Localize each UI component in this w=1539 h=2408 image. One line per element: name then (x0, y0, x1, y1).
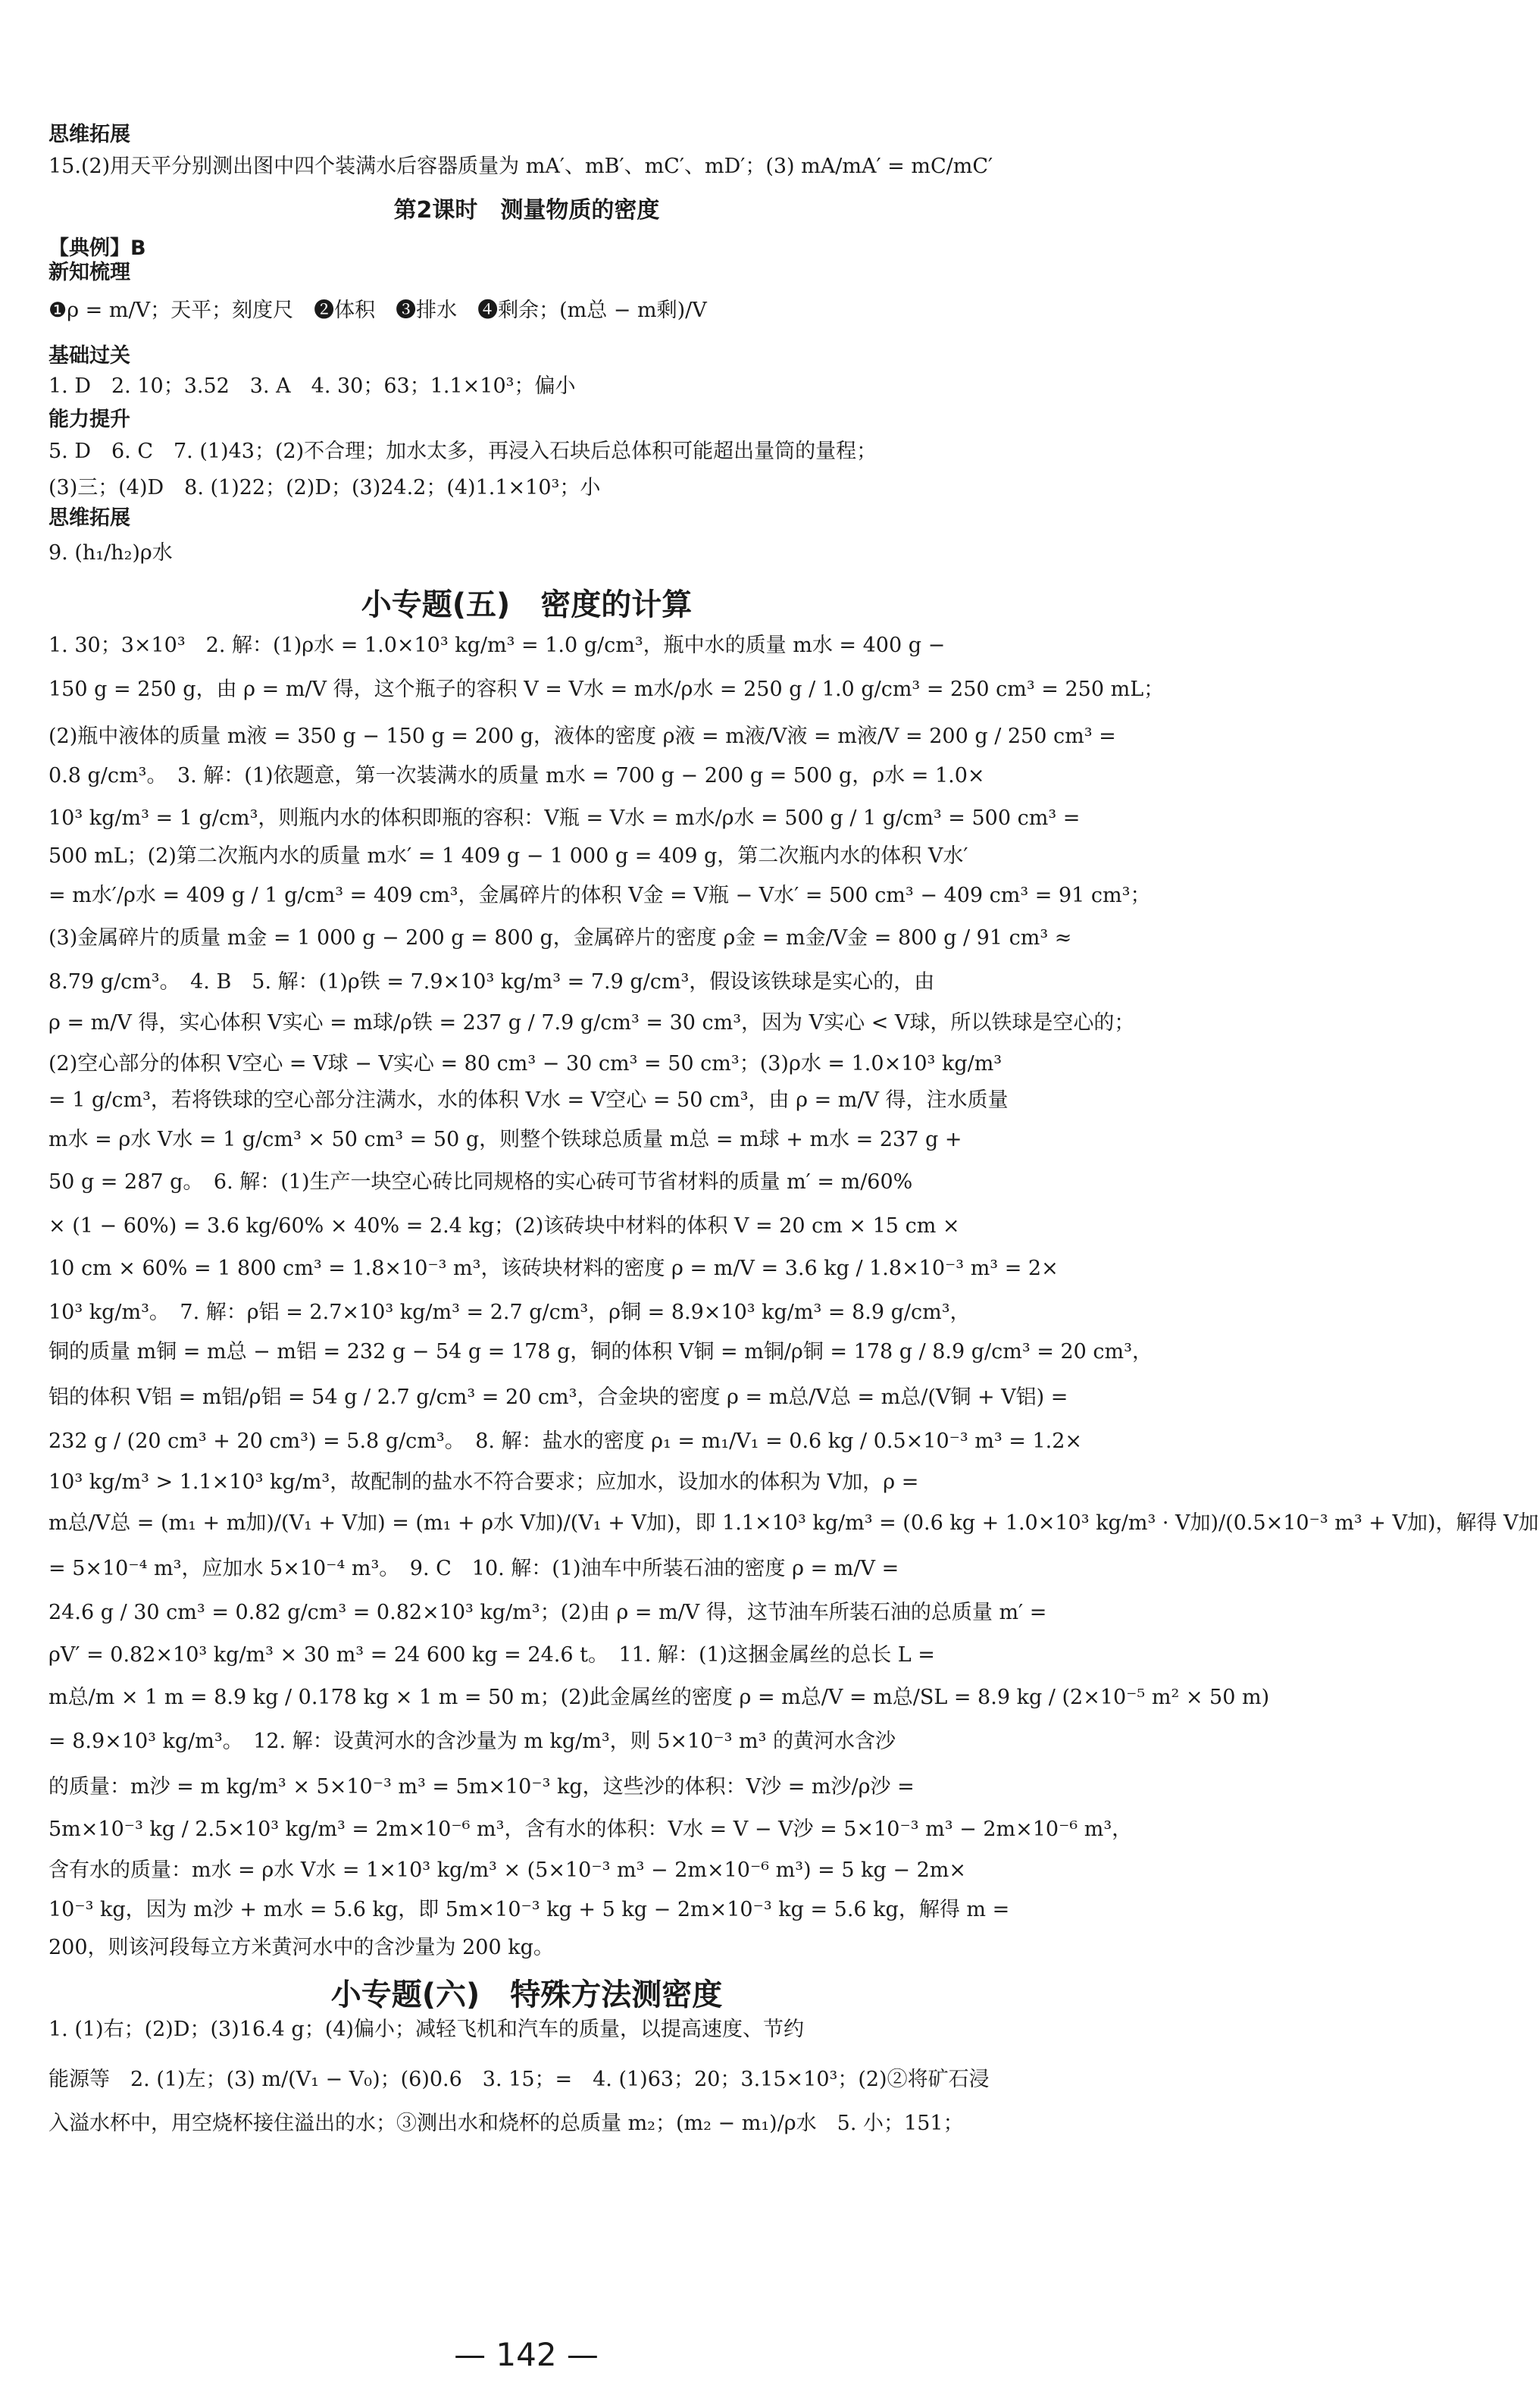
answer-line: 50 g = 287 g。 6. 解：(1)生产一块空心砖比同规格的实心砖可节省材料的质量 m′ = m/60% (48, 1170, 913, 1194)
answer-line: 1. 30；3×10³ 2. 解：(1)ρ水 = 1.0×10³ kg/m³ = 1.0 g/cm³，瓶中水的质量 m水 = 400 g − (48, 634, 946, 657)
subsection-label: 【典例】B (48, 236, 146, 260)
subsection-label: 思维拓展 (48, 506, 130, 530)
answer-line: 10⁻³ kg，因为 m沙 + m水 = 5.6 kg，即 5m×10⁻³ kg + 5 kg − 2m×10⁻³ kg = 5.6 kg，解得 m = (48, 1898, 1010, 1921)
answer-line: 232 g / (20 cm³ + 20 cm³) = 5.8 g/cm³。 8. 解：盐水的密度 ρ₁ = m₁/V₁ = 0.6 kg / 0.5×10⁻³ m³ = 1.2× (48, 1429, 1083, 1453)
answer-line: 10³ kg/m³。 7. 解：ρ铝 = 2.7×10³ kg/m³ = 2.7 g/cm³，ρ铜 = 8.9×10³ kg/m³ = 8.9 g/cm³， (48, 1301, 971, 1324)
answer-line: 5. D 6. C 7. (1)43；(2)不合理；加水太多，再浸入石块后总体积可能超出量筒的量程； (48, 440, 877, 463)
answer-line: (2)瓶中液体的质量 m液 = 350 g − 150 g = 200 g，液体的密度 ρ液 = m液/V液 = m液/V = 200 g / 250 cm³ = (48, 725, 1116, 748)
answer-line: = m水′/ρ水 = 409 g / 1 g/cm³ = 409 cm³，金属碎片的体积 V金 = V瓶 − V水′ = 500 cm³ − 409 cm³ = 91 cm³； (48, 884, 1151, 907)
answer-line: 9. (h₁/h₂)ρ水 (48, 541, 173, 565)
answer-line: 10³ kg/m³ > 1.1×10³ kg/m³，故配制的盐水不符合要求；应加水，设加水的体积为 V加，ρ = (48, 1470, 919, 1494)
answer-line: 铜的质量 m铜 = m总 − m铝 = 232 g − 54 g = 178 g，铜的体积 V铜 = m铜/ρ铜 = 178 g / 8.9 g/cm³ = 20 cm³， (48, 1340, 1153, 1364)
section-heading: 小专题(六) 特殊方法测密度 (330, 1977, 723, 2012)
answer-line: 0.8 g/cm³。 3. 解：(1)依题意，第一次装满水的质量 m水 = 700 g − 200 g = 500 g，ρ水 = 1.0× (48, 764, 985, 788)
answer-line: = 1 g/cm³，若将铁球的空心部分注满水，水的体积 V水 = V空心 = 50 cm³，由 ρ = m/V 得，注水质量 (48, 1088, 1009, 1112)
answer-line: 150 g = 250 g，由 ρ = m/V 得，这个瓶子的容积 V = V水 = m水/ρ水 = 250 g / 1.0 g/cm³ = 250 cm³ = 250 mL； (48, 678, 1165, 701)
answer-line: × (1 − 60%) = 3.6 kg/60% × 40% = 2.4 kg；(2)该砖块中材料的体积 V = 20 cm × 15 cm × (48, 1214, 960, 1238)
answer-line: 10³ kg/m³ = 1 g/cm³，则瓶内水的体积即瓶的容积：V瓶 = V水 = m水/ρ水 = 500 g / 1 g/cm³ = 500 cm³ = (48, 806, 1081, 830)
answer-line: 15.(2)用天平分别测出图中四个装满水后容器质量为 mA′、mB′、mC′、mD′；(3) mA/mA′ = mC/mC′ (48, 155, 993, 178)
answer-line: ❶ρ = m/V；天平；刻度尺 ❷体积 ❸排水 ❹剩余；(m总 − m剩)/V (48, 299, 707, 322)
subsection-label: 思维拓展 (48, 123, 130, 146)
page-number: — 142 — (454, 2336, 599, 2373)
answer-line: ρV′ = 0.82×10³ kg/m³ × 30 m³ = 24 600 kg = 24.6 t。 11. 解：(1)这捆金属丝的总长 L = (48, 1643, 935, 1667)
answer-line: (2)空心部分的体积 V空心 = V球 − V实心 = 80 cm³ − 30 cm³ = 50 cm³；(3)ρ水 = 1.0×10³ kg/m³ (48, 1052, 1003, 1076)
section-heading: 第2课时 测量物质的密度 (393, 197, 660, 224)
section-heading: 小专题(五) 密度的计算 (361, 587, 693, 622)
answer-line: 200，则该河段每立方米黄河水中的含沙量为 200 kg。 (48, 1936, 554, 1959)
answer-line: 500 mL；(2)第二次瓶内水的质量 m水′ = 1 409 g − 1 000 g = 409 g，第二次瓶内水的体积 V水′ (48, 844, 968, 868)
subsection-label: 基础过关 (48, 344, 130, 368)
answer-line: (3)三；(4)D 8. (1)22；(2)D；(3)24.2；(4)1.1×10³；小 (48, 476, 601, 499)
subsection-label: 能力提升 (48, 408, 130, 431)
answer-line: 铝的体积 V铝 = m铝/ρ铝 = 54 g / 2.7 g/cm³ = 20 cm³，合金块的密度 ρ = m总/V总 = m总/(V铜 + V铝) = (48, 1386, 1068, 1409)
answer-line: 的质量：m沙 = m kg/m³ × 5×10⁻³ m³ = 5m×10⁻³ kg，这些沙的体积：V沙 = m沙/ρ沙 = (48, 1775, 915, 1799)
answer-line: m总/V总 = (m₁ + m加)/(V₁ + V加) = (m₁ + ρ水 V加)/(V₁ + V加)，即 1.1×10³ kg/m³ = (0.6 kg + 1.0×10³ kg/m³ · V加)/(0.5×10⁻³ m³ + V加)，解得 V加 (48, 1511, 1539, 1535)
answer-line: = 5×10⁻⁴ m³，应加水 5×10⁻⁴ m³。 9. C 10. 解：(1)油车中所装石油的密度 ρ = m/V = (48, 1557, 899, 1580)
answer-line: 能源等 2. (1)左；(3) m/(V₁ − V₀)；(6)0.6 3. 15；= 4. (1)63；20；3.15×10³；(2)②将矿石浸 (48, 2068, 990, 2091)
answer-line: ρ = m/V 得，实心体积 V实心 = m球/ρ铁 = 237 g / 7.9 g/cm³ = 30 cm³，因为 V实心 < V球，所以铁球是空心的； (48, 1011, 1135, 1035)
answer-line: 含有水的质量：m水 = ρ水 V水 = 1×10³ kg/m³ × (5×10⁻³ m³ − 2m×10⁻⁶ m³) = 5 kg − 2m× (48, 1858, 966, 1882)
answer-line: 8.79 g/cm³。 4. B 5. 解：(1)ρ铁 = 7.9×10³ kg/m³ = 7.9 g/cm³，假设该铁球是实心的，由 (48, 970, 935, 994)
answer-line: (3)金属碎片的质量 m金 = 1 000 g − 200 g = 800 g，金属碎片的密度 ρ金 = m金/V金 = 800 g / 91 cm³ ≈ (48, 926, 1072, 950)
answer-line: m总/m × 1 m = 8.9 kg / 0.178 kg × 1 m = 50 m；(2)此金属丝的密度 ρ = m总/V = m总/SL = 8.9 kg / (2×10⁻⁵ m² × 50 m) (48, 1686, 1270, 1709)
answer-line: 入溢水杯中，用空烧杯接住溢出的水；③测出水和烧杯的总质量 m₂；(m₂ − m₁)/ρ水 5. 小；151； (48, 2112, 964, 2135)
answer-line: 24.6 g / 30 cm³ = 0.82 g/cm³ = 0.82×10³ kg/m³；(2)由 ρ = m/V 得，这节油车所装石油的总质量 m′ = (48, 1601, 1047, 1624)
answer-line: 5m×10⁻³ kg / 2.5×10³ kg/m³ = 2m×10⁻⁶ m³，含有水的体积：V水 = V − V沙 = 5×10⁻³ m³ − 2m×10⁻⁶ m³， (48, 1818, 1133, 1841)
answer-line: = 8.9×10³ kg/m³。 12. 解：设黄河水的含沙量为 m kg/m³，则 5×10⁻³ m³ 的黄河水含沙 (48, 1730, 896, 1753)
answer-line: 10 cm × 60% = 1 800 cm³ = 1.8×10⁻³ m³，该砖块材料的密度 ρ = m/V = 3.6 kg / 1.8×10⁻³ m³ = 2× (48, 1257, 1059, 1280)
answer-line: 1. (1)右；(2)D；(3)16.4 g；(4)偏小；减轻飞机和汽车的质量，以提高速度、节约 (48, 2018, 804, 2041)
answer-line: 1. D 2. 10；3.52 3. A 4. 30；63；1.1×10³；偏小 (48, 374, 576, 398)
answer-line: m水 = ρ水 V水 = 1 g/cm³ × 50 cm³ = 50 g，则整个铁球总质量 m总 = m球 + m水 = 237 g + (48, 1128, 962, 1151)
subsection-label: 新知梳理 (48, 261, 130, 284)
